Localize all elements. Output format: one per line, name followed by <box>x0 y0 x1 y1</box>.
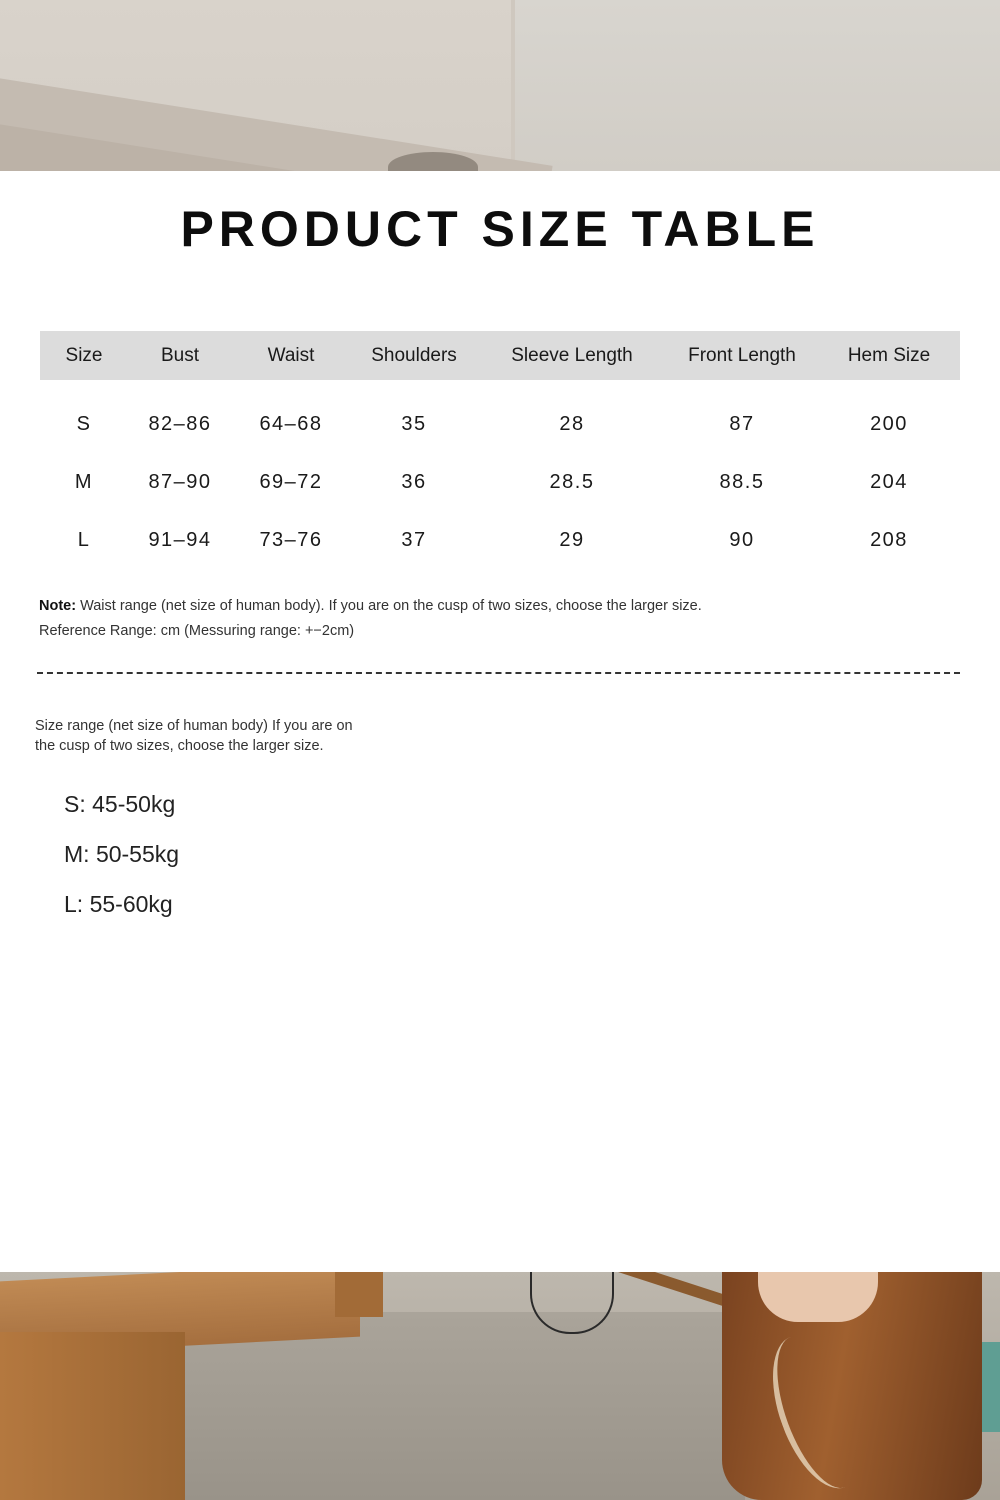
photo-wooden-table-side <box>0 1332 185 1500</box>
table-cell: 28.5 <box>549 470 595 493</box>
col-header-front-length: Front Length <box>666 331 818 380</box>
col-header-sleeve-length: Sleeve Length <box>478 331 666 380</box>
size-table <box>40 331 960 569</box>
table-cell: 28 <box>559 412 585 435</box>
size-range-text: Size range (net size of human body) If you are on the cusp of two sizes, choose the larger size. <box>35 718 353 754</box>
photo-leg <box>758 1272 878 1322</box>
size-note <box>39 594 702 644</box>
table-row <box>40 380 960 453</box>
table-cell: L <box>77 528 91 551</box>
photo-wall-edge <box>511 0 515 171</box>
photo-wooden-table-leg <box>335 1272 383 1317</box>
table-cell: 36 <box>401 470 427 493</box>
col-header-hem-size: Hem Size <box>818 331 960 380</box>
col-header-size: Size <box>40 331 128 380</box>
note-label: Note: <box>39 598 77 614</box>
table-cell: 35 <box>401 412 427 435</box>
col-header-shoulders: Shoulders <box>350 331 478 380</box>
weight-item-l: L: 55-60kg <box>64 891 173 917</box>
table-cell: 90 <box>729 528 755 551</box>
note-line <box>39 594 702 619</box>
table-header-row <box>40 331 960 380</box>
note-text: Waist range (net size of human body). If you are on the cusp of two sizes, choose the larger size. <box>76 598 702 614</box>
table-cell: 87 <box>729 412 755 435</box>
table-cell: 73–76 <box>259 528 323 551</box>
table-cell: S <box>76 412 92 435</box>
page-title: PRODUCT SIZE TABLE <box>180 201 820 257</box>
bottom-photo <box>0 1272 1000 1500</box>
reference-range: Reference Range: cm (Messuring range: +−2cm) <box>39 623 355 639</box>
table-cell: 208 <box>870 528 908 551</box>
table-cell: M <box>74 470 94 493</box>
table-cell: 88.5 <box>719 470 765 493</box>
weight-item-m: M: 50-55kg <box>64 841 180 867</box>
table-cell: 29 <box>559 528 585 551</box>
top-photo <box>0 0 1000 171</box>
weight-item-s: S: 45-50kg <box>64 791 176 817</box>
table-row <box>40 453 960 511</box>
photo-wall <box>515 0 1000 171</box>
table-cell: 37 <box>401 528 427 551</box>
weight-list <box>64 786 179 936</box>
table-cell: 64–68 <box>259 412 323 435</box>
dashed-divider <box>37 672 960 674</box>
col-header-waist: Waist <box>232 331 350 380</box>
table-cell: 69–72 <box>259 470 323 493</box>
table-cell: 204 <box>870 470 908 493</box>
table-cell: 82–86 <box>148 412 212 435</box>
table-cell: 91–94 <box>148 528 212 551</box>
table-cell: 87–90 <box>148 470 212 493</box>
size-table-container <box>40 331 960 569</box>
table-row <box>40 511 960 569</box>
col-header-bust: Bust <box>128 331 232 380</box>
table-cell: 200 <box>870 412 908 435</box>
